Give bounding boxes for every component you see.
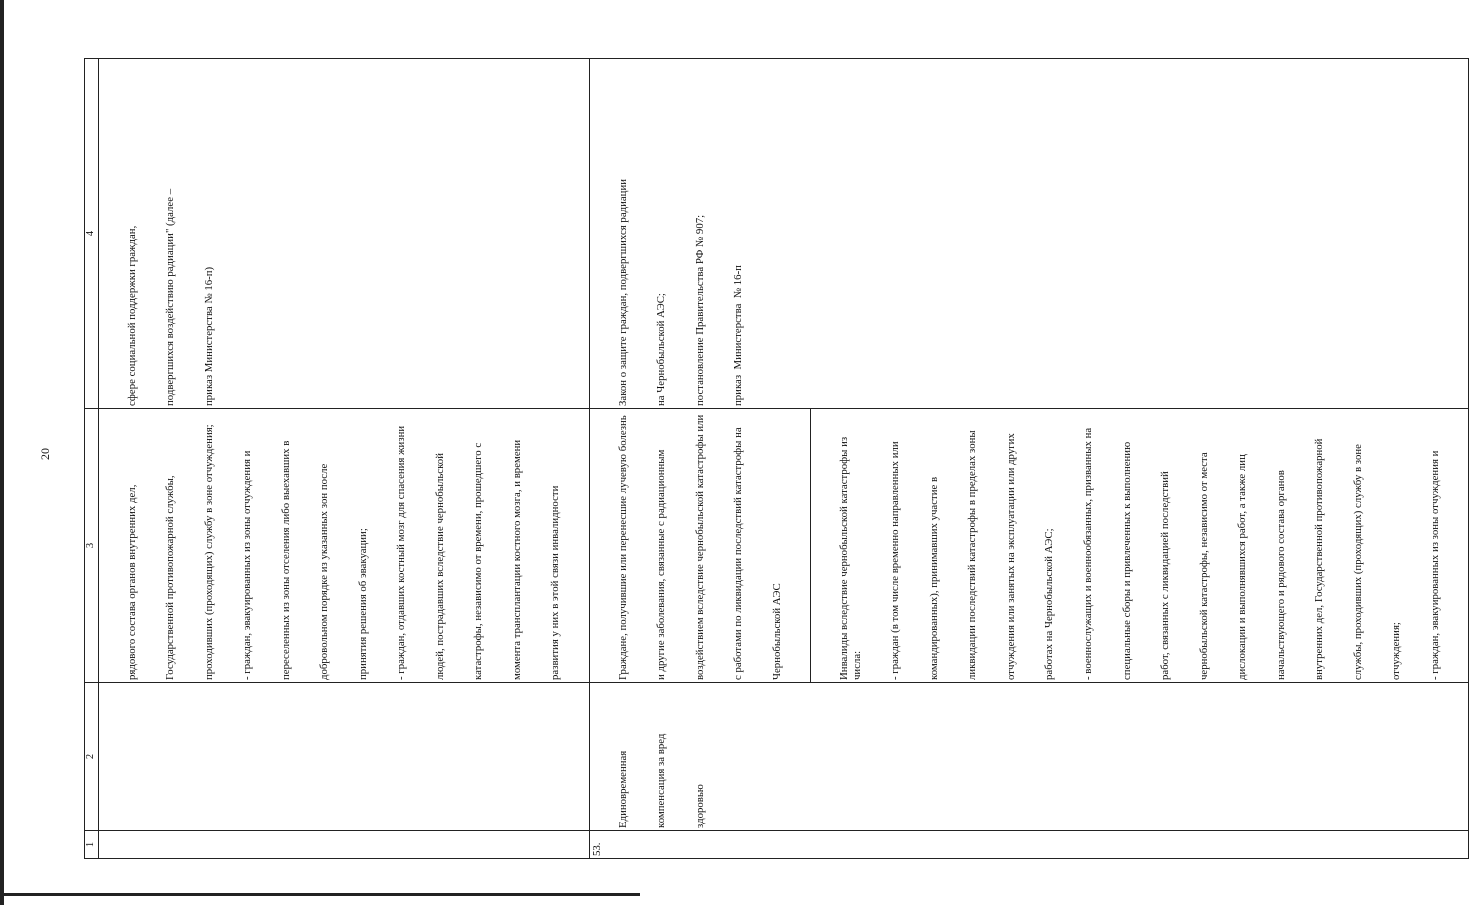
text-line: проходивших (проходящих) службу в зоне отчуждения; [202,424,215,680]
text-line: Государственной противопожарной службы, [164,475,177,680]
rotated-table-container [84,59,1441,859]
text-line: дислокации и выполнявшихся работ, а также лиц [1236,454,1249,680]
text-line: на Чернобыльской АЭС; [655,293,668,406]
text-line: рядового состава органов внутренних дел, [125,484,138,680]
row-53-recipients-b-cell [811,409,1469,683]
text-line: добровольном порядке из указанных зон после [318,463,331,680]
header-col-4: 4 [85,59,99,409]
text-line: Чернобыльской АЭС [770,583,783,680]
text-line: постановление Правительства РФ № 907; [693,214,706,406]
text-line: начальствующего и рядового состава органов [1274,470,1287,680]
text-line: развития у них в этой связи инвалидности [549,485,562,680]
text-line: - военнослужащих и военнообязанных, призванных на [1081,427,1094,680]
text-line: момента трансплантации костного мозга, и времени [510,439,523,680]
text-line: ликвидации последствий катастрофы в пределах зоны [966,430,979,680]
table-header-row [85,59,99,859]
text-line: воздействием вследствие чернобыльской катастрофы или [693,414,706,680]
text-line: - граждан, эвакуированных из зоны отчуждения и [241,450,254,680]
text-line: чернобыльской катастрофы, независимо от места [1197,452,1210,680]
row-53-name-cell [589,683,1468,831]
page-bottom-border [0,893,640,896]
cont-number-cell [98,831,589,859]
text-line: сфере социальной поддержки граждан, [125,225,138,406]
cont-recipients-cell [98,409,589,683]
row-53-basis-cell [589,59,1468,409]
page-left-border [0,0,4,905]
header-col-2: 2 [85,683,99,831]
text-line: приказ Министерства № 16-п) [202,266,215,406]
text-line: и другие заболевания, связанные с радиационным [655,449,668,680]
text-line: - граждан, эвакуированных из зоны отчуждения и [1428,450,1441,680]
header-col-1: 1 [85,831,99,859]
table-row-continuation [98,59,589,859]
text-line: работ, связанных с ликвидацией последствий [1159,471,1172,680]
row-53-number-cell: 53. [589,831,1468,859]
text-line: службы, проходивших (проходящих) службу в зоне [1351,444,1364,680]
row-53-recipients-a-cell [589,409,810,683]
text-line: работах на Чернобыльской АЭС; [1043,528,1056,680]
text-line: Единовременная [616,750,629,828]
cont-basis-cell [98,59,589,409]
text-line: - граждан (в том числе временно направленных или [889,441,902,680]
text-line: Граждане, получившие или перенесшие лучевую болезнь [616,415,629,680]
text-line: переселенных из зоны отселения либо выехавших в [279,440,292,680]
cont-name-cell [98,683,589,831]
text-line: Инвалиды вследствие чернобыльской катастрофы из числа: [837,434,863,680]
text-line: Закон о защите граждан, подвергшихся радиации [616,178,629,406]
text-line: внутренних дел, Государственной противопожарной [1313,438,1326,680]
text-line: с работами по ликвидации последствий катастрофы на [732,427,745,680]
text-line: отчуждения или занятых на эксплуатации или других [1004,433,1017,680]
text-line: специальные сборы и привлеченных к выполнению [1120,441,1133,680]
text-line: здоровью [693,784,706,828]
text-line: компенсация за вред [655,733,668,828]
page-number: 20 [38,448,52,460]
text-line: принятия решения об эвакуации; [356,528,369,680]
text-line: приказ Министерства № 16-п [732,265,745,406]
table-row-53-a [589,59,810,859]
benefits-table [84,58,1469,859]
text-line: отчуждения; [1390,622,1403,680]
text-line: катастрофы, независимо от времени, прошедшего с [472,442,485,680]
text-line: людей, пострадавших вследствие чернобыльской [433,453,446,680]
header-col-3: 3 [85,409,99,683]
text-line: - граждан, отдавших костный мозг для спасения жизни [395,425,408,680]
text-line: подвергшихся воздействию радиации" (далее – [164,188,177,406]
text-line: командированных), принимавших участие в [927,476,940,680]
